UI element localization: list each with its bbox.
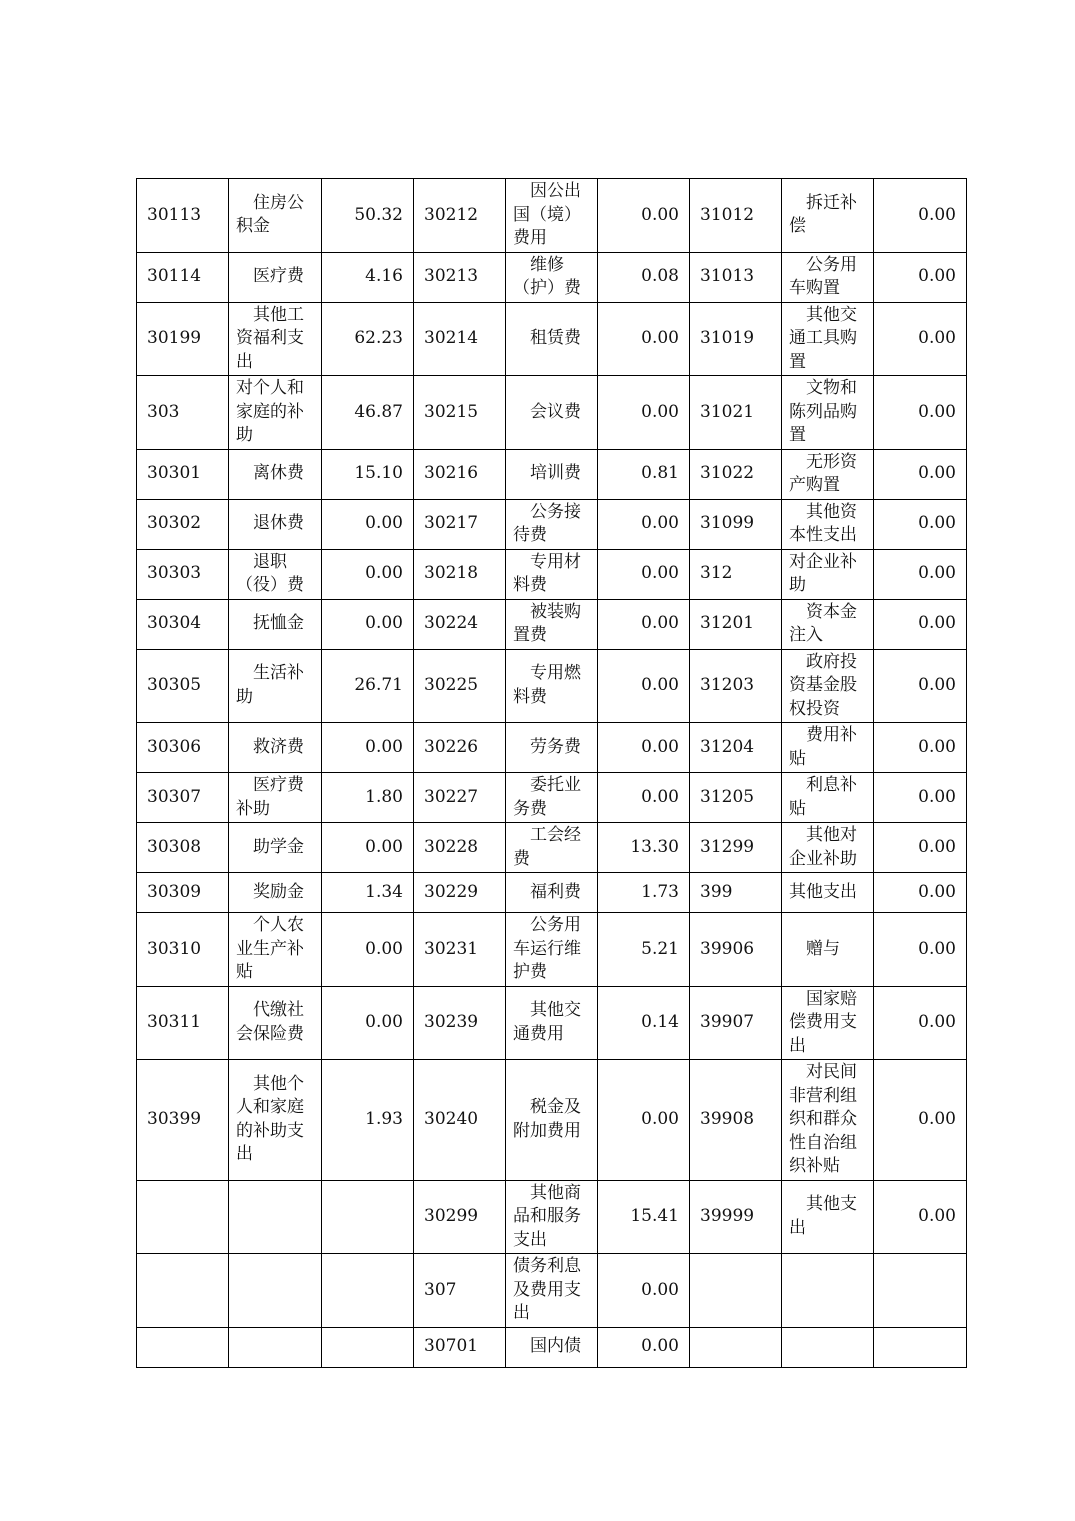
account-name-cell: 被装购置费: [506, 599, 598, 649]
account-name-cell: 离休费: [229, 449, 322, 499]
account-code-cell: 31204: [690, 723, 782, 773]
amount-cell: 0.00: [874, 649, 967, 723]
amount-cell: 26.71: [322, 649, 414, 723]
amount-cell: 0.00: [874, 449, 967, 499]
table-row: [137, 723, 967, 773]
amount-cell: 0.00: [598, 499, 690, 549]
amount-cell: 0.00: [874, 873, 967, 913]
account-name-cell: [782, 1254, 874, 1328]
amount-cell: 0.00: [874, 599, 967, 649]
amount-cell: 0.00: [874, 376, 967, 450]
account-name-cell: 救济费: [229, 723, 322, 773]
account-code-cell: 30239: [414, 986, 506, 1060]
account-name-cell: 其他对企业补助: [782, 823, 874, 873]
account-name-cell: 其他支出: [782, 1180, 874, 1254]
table-row: [137, 823, 967, 873]
table-row: [137, 649, 967, 723]
account-code-cell: 39907: [690, 986, 782, 1060]
amount-cell: 1.73: [598, 873, 690, 913]
expenditure-table: [136, 178, 967, 1368]
account-code-cell: 30217: [414, 499, 506, 549]
account-code-cell: 30215: [414, 376, 506, 450]
account-code-cell: [690, 1327, 782, 1367]
account-code-cell: 30310: [137, 913, 229, 987]
account-code-cell: 30306: [137, 723, 229, 773]
account-name-cell: 工会经费: [506, 823, 598, 873]
account-code-cell: 307: [414, 1254, 506, 1328]
account-code-cell: 39906: [690, 913, 782, 987]
amount-cell: 46.87: [322, 376, 414, 450]
amount-cell: 0.00: [874, 773, 967, 823]
account-code-cell: 30216: [414, 449, 506, 499]
amount-cell: 0.81: [598, 449, 690, 499]
account-code-cell: 30225: [414, 649, 506, 723]
amount-cell: 0.00: [874, 499, 967, 549]
amount-cell: 0.08: [598, 252, 690, 302]
table-row: [137, 986, 967, 1060]
table-body: [137, 179, 967, 1368]
account-code-cell: 30399: [137, 1060, 229, 1181]
account-name-cell: 专用燃料费: [506, 649, 598, 723]
amount-cell: 0.00: [598, 1254, 690, 1328]
table-row: [137, 1180, 967, 1254]
account-name-cell: 赠与: [782, 913, 874, 987]
account-name-cell: 其他个人和家庭的补助支出: [229, 1060, 322, 1181]
account-code-cell: [137, 1327, 229, 1367]
account-name-cell: 专用材料费: [506, 549, 598, 599]
amount-cell: 0.00: [598, 723, 690, 773]
amount-cell: 4.16: [322, 252, 414, 302]
account-name-cell: 国家赔偿费用支出: [782, 986, 874, 1060]
account-code-cell: 30308: [137, 823, 229, 873]
account-code-cell: 30113: [137, 179, 229, 253]
account-code-cell: 31022: [690, 449, 782, 499]
account-code-cell: 30224: [414, 599, 506, 649]
account-code-cell: 30302: [137, 499, 229, 549]
amount-cell: 0.00: [598, 549, 690, 599]
account-code-cell: 30228: [414, 823, 506, 873]
amount-cell: 1.93: [322, 1060, 414, 1181]
table-row: [137, 1254, 967, 1328]
account-code-cell: 39908: [690, 1060, 782, 1181]
amount-cell: 0.00: [598, 1327, 690, 1367]
account-code-cell: 39999: [690, 1180, 782, 1254]
amount-cell: 5.21: [598, 913, 690, 987]
amount-cell: 0.00: [874, 823, 967, 873]
account-code-cell: 399: [690, 873, 782, 913]
account-name-cell: 其他交通工具购置: [782, 302, 874, 376]
account-code-cell: 31203: [690, 649, 782, 723]
account-name-cell: 因公出国（境）费用: [506, 179, 598, 253]
account-code-cell: 303: [137, 376, 229, 450]
account-code-cell: 30212: [414, 179, 506, 253]
account-name-cell: 公务用车购置: [782, 252, 874, 302]
account-code-cell: 30309: [137, 873, 229, 913]
account-code-cell: [137, 1180, 229, 1254]
amount-cell: 0.00: [874, 986, 967, 1060]
account-code-cell: 30240: [414, 1060, 506, 1181]
amount-cell: [874, 1327, 967, 1367]
account-name-cell: 拆迁补偿: [782, 179, 874, 253]
amount-cell: 0.00: [322, 913, 414, 987]
table-row: [137, 599, 967, 649]
amount-cell: 0.00: [322, 823, 414, 873]
account-name-cell: 住房公积金: [229, 179, 322, 253]
account-name-cell: 税金及附加费用: [506, 1060, 598, 1181]
account-code-cell: 30226: [414, 723, 506, 773]
account-name-cell: 政府投资基金股权投资: [782, 649, 874, 723]
account-name-cell: 其他交通费用: [506, 986, 598, 1060]
account-code-cell: 30311: [137, 986, 229, 1060]
amount-cell: 0.00: [598, 302, 690, 376]
amount-cell: 15.10: [322, 449, 414, 499]
expenditure-table-container: [136, 178, 967, 1368]
account-name-cell: 国内债: [506, 1327, 598, 1367]
account-name-cell: 费用补贴: [782, 723, 874, 773]
account-code-cell: 31019: [690, 302, 782, 376]
account-name-cell: 抚恤金: [229, 599, 322, 649]
amount-cell: 0.00: [874, 913, 967, 987]
account-name-cell: 培训费: [506, 449, 598, 499]
amount-cell: 0.00: [598, 376, 690, 450]
account-name-cell: 对个人和家庭的补助: [229, 376, 322, 450]
account-name-cell: 奖励金: [229, 873, 322, 913]
account-code-cell: 30231: [414, 913, 506, 987]
amount-cell: 0.00: [598, 179, 690, 253]
amount-cell: 0.00: [874, 252, 967, 302]
table-row: [137, 913, 967, 987]
amount-cell: 13.30: [598, 823, 690, 873]
amount-cell: 0.00: [322, 499, 414, 549]
account-name-cell: 助学金: [229, 823, 322, 873]
account-name-cell: 对民间非营利组织和群众性自治组织补贴: [782, 1060, 874, 1181]
account-name-cell: 退职（役）费: [229, 549, 322, 599]
amount-cell: [322, 1254, 414, 1328]
amount-cell: 0.00: [322, 599, 414, 649]
account-name-cell: 公务用车运行维护费: [506, 913, 598, 987]
account-name-cell: 维修（护）费: [506, 252, 598, 302]
table-row: [137, 179, 967, 253]
amount-cell: 1.80: [322, 773, 414, 823]
table-row: [137, 302, 967, 376]
amount-cell: 0.00: [322, 723, 414, 773]
amount-cell: 0.00: [874, 302, 967, 376]
account-name-cell: 无形资产购置: [782, 449, 874, 499]
account-code-cell: 31012: [690, 179, 782, 253]
account-code-cell: 30227: [414, 773, 506, 823]
table-row: [137, 549, 967, 599]
amount-cell: 0.00: [874, 549, 967, 599]
amount-cell: 1.34: [322, 873, 414, 913]
account-code-cell: 30303: [137, 549, 229, 599]
account-name-cell: 委托业务费: [506, 773, 598, 823]
amount-cell: 0.00: [874, 1060, 967, 1181]
account-code-cell: 31201: [690, 599, 782, 649]
account-name-cell: 租赁费: [506, 302, 598, 376]
account-name-cell: 会议费: [506, 376, 598, 450]
table-row: [137, 1327, 967, 1367]
account-name-cell: 债务利息及费用支出: [506, 1254, 598, 1328]
amount-cell: 50.32: [322, 179, 414, 253]
table-row: [137, 1060, 967, 1181]
account-code-cell: 30218: [414, 549, 506, 599]
account-name-cell: 生活补助: [229, 649, 322, 723]
account-code-cell: 30229: [414, 873, 506, 913]
account-code-cell: 30305: [137, 649, 229, 723]
table-row: [137, 499, 967, 549]
table-row: [137, 449, 967, 499]
account-code-cell: 31205: [690, 773, 782, 823]
account-code-cell: 31021: [690, 376, 782, 450]
account-name-cell: 利息补贴: [782, 773, 874, 823]
amount-cell: 0.00: [874, 723, 967, 773]
account-name-cell: 退休费: [229, 499, 322, 549]
account-code-cell: 30301: [137, 449, 229, 499]
account-name-cell: [229, 1180, 322, 1254]
account-name-cell: [229, 1327, 322, 1367]
account-name-cell: 其他资本性支出: [782, 499, 874, 549]
amount-cell: 0.00: [598, 599, 690, 649]
amount-cell: 62.23: [322, 302, 414, 376]
account-name-cell: 其他工资福利支出: [229, 302, 322, 376]
account-name-cell: 医疗费: [229, 252, 322, 302]
table-row: [137, 376, 967, 450]
account-code-cell: 31013: [690, 252, 782, 302]
amount-cell: 0.00: [598, 649, 690, 723]
account-code-cell: 30307: [137, 773, 229, 823]
account-code-cell: 31099: [690, 499, 782, 549]
amount-cell: [322, 1327, 414, 1367]
table-row: [137, 773, 967, 823]
account-name-cell: 资本金注入: [782, 599, 874, 649]
amount-cell: [874, 1254, 967, 1328]
account-name-cell: [229, 1254, 322, 1328]
account-name-cell: 其他支出: [782, 873, 874, 913]
account-code-cell: 30214: [414, 302, 506, 376]
account-code-cell: 30304: [137, 599, 229, 649]
account-name-cell: 福利费: [506, 873, 598, 913]
account-code-cell: 30701: [414, 1327, 506, 1367]
table-row: [137, 252, 967, 302]
amount-cell: 15.41: [598, 1180, 690, 1254]
account-name-cell: [782, 1327, 874, 1367]
account-name-cell: 劳务费: [506, 723, 598, 773]
account-name-cell: 公务接待费: [506, 499, 598, 549]
account-name-cell: 其他商品和服务支出: [506, 1180, 598, 1254]
account-name-cell: 对企业补助: [782, 549, 874, 599]
account-name-cell: 个人农业生产补贴: [229, 913, 322, 987]
amount-cell: 0.00: [322, 986, 414, 1060]
account-code-cell: 30213: [414, 252, 506, 302]
account-code-cell: 30114: [137, 252, 229, 302]
account-code-cell: [137, 1254, 229, 1328]
account-code-cell: [690, 1254, 782, 1328]
amount-cell: 0.14: [598, 986, 690, 1060]
account-code-cell: 30299: [414, 1180, 506, 1254]
amount-cell: 0.00: [874, 179, 967, 253]
account-code-cell: 30199: [137, 302, 229, 376]
amount-cell: 0.00: [598, 1060, 690, 1181]
amount-cell: [322, 1180, 414, 1254]
table-row: [137, 873, 967, 913]
account-code-cell: 31299: [690, 823, 782, 873]
amount-cell: 0.00: [598, 773, 690, 823]
amount-cell: 0.00: [322, 549, 414, 599]
account-code-cell: 312: [690, 549, 782, 599]
amount-cell: 0.00: [874, 1180, 967, 1254]
account-name-cell: 文物和陈列品购置: [782, 376, 874, 450]
account-name-cell: 代缴社会保险费: [229, 986, 322, 1060]
account-name-cell: 医疗费补助: [229, 773, 322, 823]
